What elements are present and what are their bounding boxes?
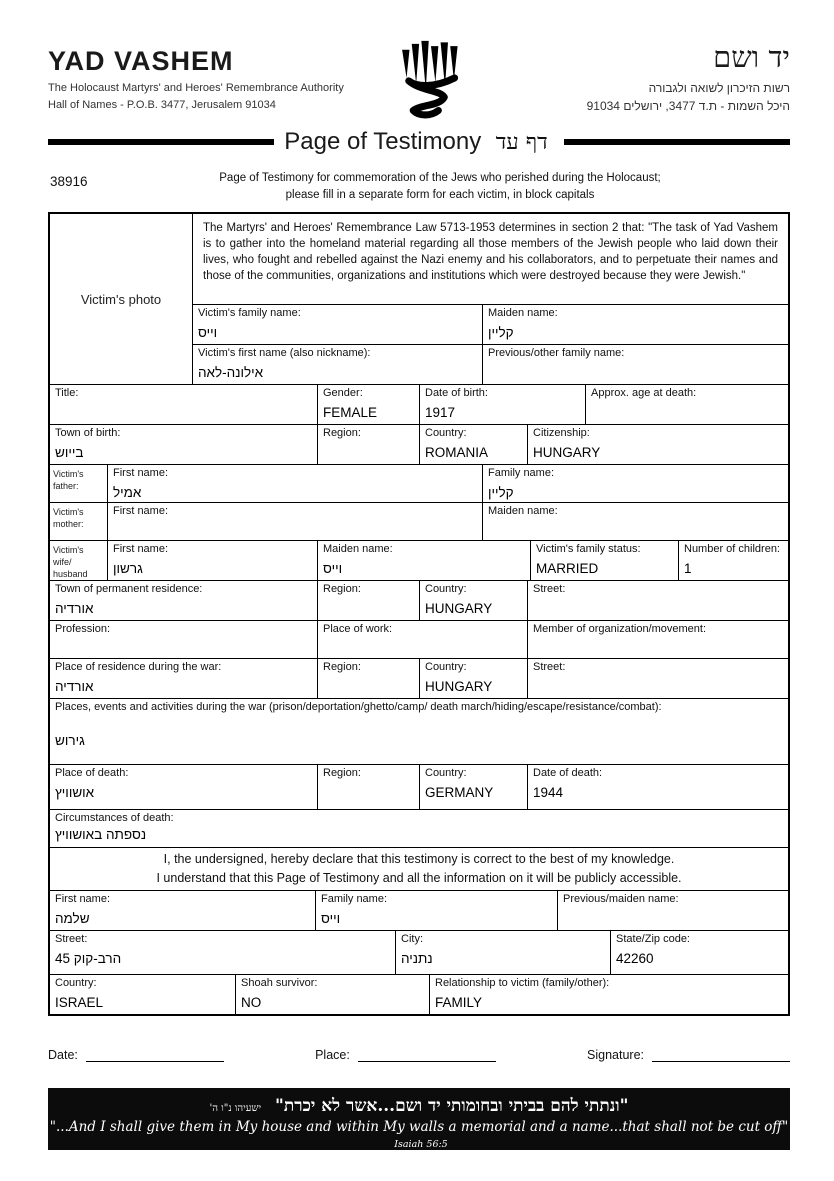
field-town-of-birth: [50, 425, 317, 464]
intro-text: [158, 170, 722, 203]
field-submitter-zip: [610, 931, 788, 974]
field-label: Maiden name:: [323, 543, 393, 555]
field-maiden-name: [482, 305, 788, 344]
place-line[interactable]: [358, 1048, 496, 1062]
field-submitter-country: [50, 975, 235, 1014]
field-label: Country:: [425, 767, 467, 779]
field-value: אושוויץ: [55, 784, 95, 800]
field-label: Date of death:: [533, 767, 603, 779]
field-family-status: [530, 541, 678, 580]
field-label: Family name:: [488, 467, 555, 479]
field-submitter-family-name: [315, 891, 557, 930]
field-age-at-death: [585, 385, 788, 424]
field-label: Region:: [323, 661, 361, 673]
field-label: Victim's family name:: [198, 307, 301, 319]
row-family-maiden: [192, 304, 788, 344]
field-value: 1944: [533, 784, 564, 800]
field-label: Approx. age at death:: [591, 387, 697, 399]
field-war-residence-country: [419, 659, 527, 698]
field-label: Street:: [533, 661, 566, 673]
row-profession: [50, 620, 788, 658]
field-value: שלמה: [55, 910, 90, 926]
field-value: ROMANIA: [425, 444, 489, 460]
field-value: וייס: [321, 910, 341, 926]
field-father-first-name: [107, 465, 482, 502]
banner-hebrew-quote: [48, 1096, 790, 1116]
field-gender: [317, 385, 419, 424]
date-label: Date:: [48, 1048, 78, 1062]
field-submitter-street: [50, 931, 395, 974]
field-label: Region:: [323, 427, 361, 439]
field-label: Family name:: [321, 893, 388, 905]
field-submitter-previous-name: [557, 891, 788, 930]
row-death: [50, 764, 788, 809]
field-label: Victim's first name (also nickname):: [198, 347, 371, 359]
field-number-of-children: [678, 541, 788, 580]
row-submitter-address: [50, 930, 788, 974]
field-label: Country:: [425, 661, 467, 673]
field-value: 1917: [425, 404, 456, 420]
field-residence-country: [419, 581, 527, 620]
english-quote-text: "...And I shall give them in My house and within My walls a memorial and a name...that shall not be cut off": [49, 1119, 789, 1135]
field-label: Maiden name:: [488, 307, 558, 319]
hebrew-quote-text: "ונתתי להם בביתי ובחומותי יד ושם...אשר לא יכרת": [275, 1096, 629, 1116]
signature-group: [587, 1048, 790, 1062]
field-label: Circumstances of death:: [55, 812, 174, 824]
field-victim-family-name: [192, 305, 482, 344]
field-date-of-birth: [419, 385, 585, 424]
field-birth-country: [419, 425, 527, 464]
victim-photo-box: [50, 214, 192, 384]
field-value: וייס: [323, 560, 343, 576]
field-value: גרשון: [113, 560, 143, 576]
testimony-form-table: [48, 212, 790, 1016]
field-war-residence-street: [527, 659, 788, 698]
field-value: FEMALE: [323, 404, 378, 420]
field-value: 42260: [616, 950, 654, 966]
signature-line[interactable]: [652, 1048, 790, 1062]
org-subtitle-line1: The Holocaust Martyrs' and Heroes' Remembrance Authority: [48, 82, 344, 94]
title-bar-right: [564, 139, 790, 145]
field-label: Title:: [55, 387, 79, 399]
intro-line2: please fill in a separate form for each victim, in block capitals: [285, 188, 595, 201]
field-label: Street:: [55, 933, 88, 945]
field-label: State/Zip code:: [616, 933, 690, 945]
spouse-side-label: Victim's wife/ husband: [53, 545, 88, 580]
field-value: HUNGARY: [425, 678, 493, 694]
victim-photo-label: Victim's photo: [80, 291, 162, 307]
field-label: Member of organization/movement:: [533, 623, 707, 635]
field-value: נספתה באושוויץ: [55, 826, 147, 842]
page-title-he: דף עד: [495, 130, 548, 155]
field-label: Country:: [55, 977, 97, 989]
field-label: Citizenship:: [533, 427, 590, 439]
org-subtitle: [48, 80, 344, 113]
banner-english-quote: [48, 1119, 790, 1151]
mother-side-label: Victim's mother:: [53, 507, 84, 530]
org-subtitle-he-line2: היכל השמות - ת.ד 3477, ירושלים 91034: [586, 99, 790, 113]
field-label: First name:: [113, 543, 169, 555]
field-value: אמיל: [113, 484, 142, 500]
field-value: FAMILY: [435, 994, 483, 1010]
org-subtitle-he-line1: רשות הזיכרון לשואה ולגבורה: [648, 81, 790, 95]
place-signature-group: [315, 1048, 496, 1062]
page-title: [274, 128, 564, 156]
field-mother-maiden-name: [482, 503, 788, 540]
field-label: First name:: [55, 893, 111, 905]
field-war-residence-place: [50, 659, 317, 698]
intro-line1: Page of Testimony for commemoration of the Jews who perished during the Holocaust;: [219, 172, 661, 184]
field-profession: [50, 621, 317, 658]
field-label: Number of children:: [684, 543, 780, 555]
field-spouse-first-name: [107, 541, 317, 580]
row-war-residence: [50, 658, 788, 698]
row-first-previous: [192, 344, 788, 384]
field-value: 1: [684, 560, 692, 576]
row-mother: [50, 502, 788, 540]
field-label: Street:: [533, 583, 566, 595]
row-submitter-names: [50, 890, 788, 930]
field-label: Place of residence during the war:: [55, 661, 222, 673]
org-subtitle-line2: Hall of Names - P.O.B. 3477, Jerusalem 91034: [48, 98, 276, 111]
row-circumstances: [50, 809, 788, 847]
field-value: נתניה: [401, 950, 433, 966]
title-bar-left: [48, 139, 274, 145]
place-label: Place:: [315, 1048, 350, 1062]
field-value: וייס: [198, 324, 218, 340]
field-organization: [527, 621, 788, 658]
field-label: Region:: [323, 767, 361, 779]
field-previous-family-name: [482, 345, 788, 384]
scripture-banner: [48, 1088, 790, 1150]
field-place-of-death: [50, 765, 317, 809]
row-war-events: [50, 698, 788, 764]
field-mother-first-name: [107, 503, 482, 540]
field-value: בייוש: [55, 444, 84, 460]
field-label: Country:: [425, 583, 467, 595]
field-submitter-first-name: [50, 891, 315, 930]
field-submitter-city: [395, 931, 610, 974]
field-citizenship: [527, 425, 788, 464]
org-header-right: [587, 40, 790, 115]
row-title-gender-dob: [50, 384, 788, 424]
field-value: קליין: [488, 484, 514, 500]
field-label: Country:: [425, 427, 467, 439]
field-label: Region:: [323, 583, 361, 595]
field-value: HUNGARY: [425, 600, 493, 616]
field-value: הרב-קוק 45: [55, 950, 122, 966]
field-birth-region: [317, 425, 419, 464]
field-victim-first-name: [192, 345, 482, 384]
row-father: [50, 464, 788, 502]
field-residence-street: [527, 581, 788, 620]
field-death-country: [419, 765, 527, 809]
row-photo-law: [50, 214, 788, 384]
field-war-events: [50, 699, 788, 764]
declaration-line2: I understand that this Page of Testimony and all the information on it will be publicly accessible.: [156, 871, 682, 885]
row-town-of-birth: [50, 424, 788, 464]
title-band: [48, 128, 790, 156]
field-label: Profession:: [55, 623, 111, 635]
field-label: Place of death:: [55, 767, 129, 779]
field-war-residence-region: [317, 659, 419, 698]
form-number: 38916: [50, 174, 88, 189]
field-value: ISRAEL: [55, 994, 104, 1010]
declaration-line1: I, the undersigned, hereby declare that this testimony is correct to the best of my knowledge.: [163, 852, 675, 867]
field-value: גירוש: [55, 732, 85, 748]
field-label: Places, events and activities during the war (prison/deportation/ghetto/camp/ death march/hiding/escape/resistance/combat):: [55, 701, 662, 713]
menorah-logo-icon: [391, 26, 465, 138]
field-label: Relationship to victim (family/other):: [435, 977, 610, 989]
field-spouse-maiden-name: [317, 541, 530, 580]
english-quote-source: Isaiah 56:5: [394, 1139, 448, 1150]
field-label: Shoah survivor:: [241, 977, 318, 989]
field-date-of-death: [527, 765, 788, 809]
field-label: Date of birth:: [425, 387, 488, 399]
date-line[interactable]: [86, 1048, 224, 1062]
row-submitter-country: [50, 974, 788, 1014]
field-label: Maiden name:: [488, 505, 558, 517]
field-label: Victim's family status:: [536, 543, 641, 555]
field-shoah-survivor: [235, 975, 429, 1014]
field-residence-town: [50, 581, 317, 620]
field-death-region: [317, 765, 419, 809]
field-value: HUNGARY: [533, 444, 601, 460]
field-residence-region: [317, 581, 419, 620]
org-subtitle-hebrew: [587, 79, 790, 115]
field-label: Town of permanent residence:: [55, 583, 203, 595]
org-name: YAD VASHEM: [48, 46, 234, 76]
field-label: Previous/maiden name:: [563, 893, 679, 905]
row-permanent-residence: [50, 580, 788, 620]
law-and-names: [192, 214, 788, 384]
field-title: [50, 385, 317, 424]
field-value: MARRIED: [536, 560, 599, 576]
date-signature-group: [48, 1048, 224, 1062]
org-header-left: [48, 46, 344, 113]
field-value: קליין: [488, 324, 514, 340]
field-label: Previous/other family name:: [488, 347, 625, 359]
field-label: Gender:: [323, 387, 363, 399]
page-title-en: Page of Testimony: [284, 128, 482, 155]
field-place-of-work: [317, 621, 527, 658]
field-value: אורדיה: [55, 678, 94, 694]
field-father-family-name: [482, 465, 788, 502]
hebrew-quote-source: ישעיהו נ"ו ה': [209, 1103, 262, 1114]
father-side-label: Victim's father:: [53, 469, 84, 492]
field-value: אילונה-לאה: [198, 364, 264, 380]
field-label: First name:: [113, 467, 169, 479]
field-label: First name:: [113, 505, 169, 517]
field-value: GERMANY: [425, 784, 494, 800]
field-label: City:: [401, 933, 423, 945]
remembrance-law-text: The Martyrs' and Heroes' Remembrance Law 5713-1953 determines in section 2 that: "The task of Yad Vashem is to gather into the homeland material regarding all those members of the Jewish people who laid down their lives, who fought and rebelled against the Nazi enemy and his collaborators, and to perpetuate their names and those of the communities, organizations and institutions which were destroyed because they were Jewish.": [192, 214, 788, 304]
signature-row: [48, 1048, 790, 1062]
row-spouse: [50, 540, 788, 580]
row-declaration: [50, 847, 788, 890]
field-circumstances-of-death: [50, 810, 788, 847]
signature-label: Signature:: [587, 1048, 644, 1062]
field-relationship-to-victim: [429, 975, 788, 1014]
field-label: Place of work:: [323, 623, 393, 635]
field-label: Town of birth:: [55, 427, 121, 439]
field-value: אורדיה: [55, 600, 94, 616]
field-value: NO: [241, 994, 262, 1010]
org-name-hebrew: יד ושם: [713, 40, 790, 74]
